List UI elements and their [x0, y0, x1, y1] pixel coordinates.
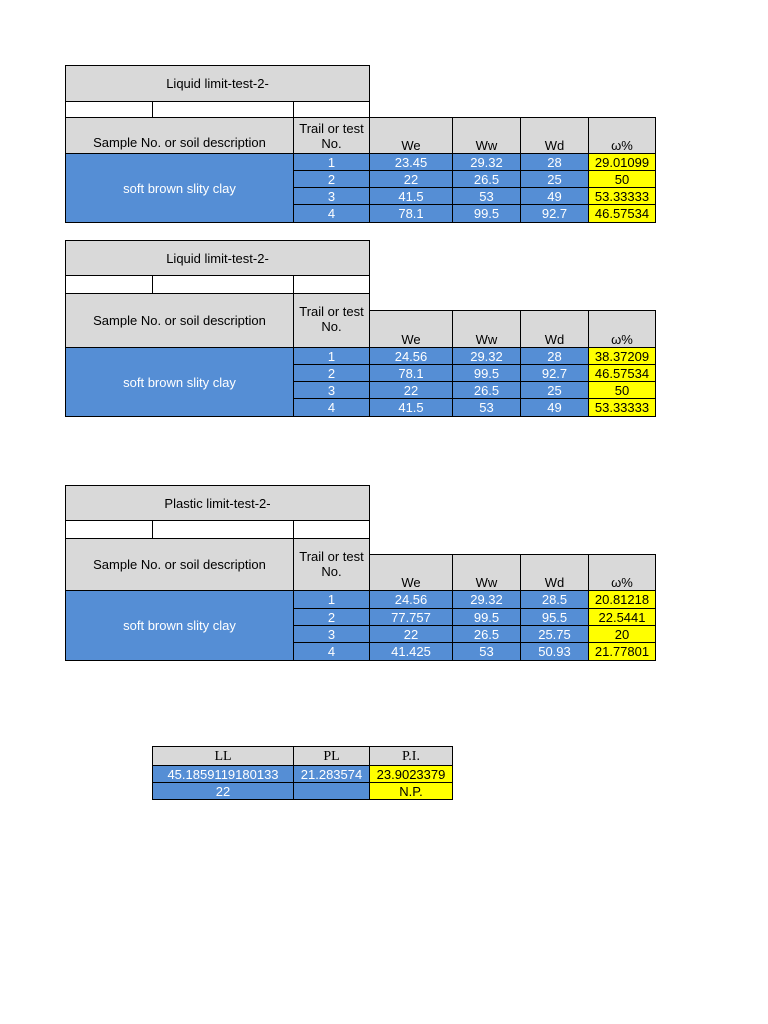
wd-value: 49 [520, 398, 589, 417]
header-ww: Ww [452, 554, 521, 591]
w-percent-value: 50 [588, 170, 656, 188]
header-w-percent: ω% [588, 554, 656, 591]
ll-value: 45.1859119180133 [152, 765, 294, 783]
header-ww: Ww [452, 117, 521, 154]
trail-no: 4 [293, 642, 370, 661]
soil-description: soft brown slity clay [65, 347, 294, 417]
w-percent-value: 53.33333 [588, 398, 656, 417]
trail-no: 2 [293, 170, 370, 188]
blank-cell [65, 275, 153, 294]
pl-value: 21.283574 [293, 765, 370, 783]
header-we: We [369, 554, 453, 591]
w-percent-value: 20 [588, 625, 656, 643]
blank-cell [293, 275, 370, 294]
w-percent-value: 21.77801 [588, 642, 656, 661]
ww-value: 53 [452, 398, 521, 417]
pi-value: 23.9023379 [369, 765, 453, 783]
wd-value: 28 [520, 347, 589, 365]
header-trail: Trail or test No. [293, 293, 370, 348]
blank-cell [152, 520, 294, 539]
wd-value: 25 [520, 170, 589, 188]
we-value: 41.5 [369, 187, 453, 205]
we-value: 22 [369, 170, 453, 188]
ww-value: 26.5 [452, 625, 521, 643]
header-trail: Trail or test No. [293, 117, 370, 154]
blank-cell [152, 275, 294, 294]
trail-no: 3 [293, 625, 370, 643]
we-value: 41.425 [369, 642, 453, 661]
trail-no: 3 [293, 187, 370, 205]
soil-description: soft brown slity clay [65, 153, 294, 223]
ww-value: 99.5 [452, 364, 521, 382]
header-sample: Sample No. or soil description [65, 293, 294, 348]
trail-no: 4 [293, 204, 370, 223]
header-pl: PL [293, 746, 370, 766]
pl-value [293, 782, 370, 800]
w-percent-value: 50 [588, 381, 656, 399]
we-value: 22 [369, 625, 453, 643]
header-ll: LL [152, 746, 294, 766]
wd-value: 92.7 [520, 204, 589, 223]
blank-cell [65, 101, 153, 118]
w-percent-value: 53.33333 [588, 187, 656, 205]
wd-value: 25 [520, 381, 589, 399]
ww-value: 53 [452, 642, 521, 661]
ww-value: 99.5 [452, 204, 521, 223]
header-we: We [369, 117, 453, 154]
ww-value: 29.32 [452, 590, 521, 609]
header-trail: Trail or test No. [293, 538, 370, 591]
wd-value: 95.5 [520, 608, 589, 626]
blank-cell [65, 520, 153, 539]
trail-no: 1 [293, 153, 370, 171]
blank-cell [152, 101, 294, 118]
ww-value: 26.5 [452, 170, 521, 188]
header-wd: Wd [520, 310, 589, 348]
header-we: We [369, 310, 453, 348]
we-value: 22 [369, 381, 453, 399]
blank-cell [293, 520, 370, 539]
header-w-percent: ω% [588, 117, 656, 154]
blank-cell [293, 101, 370, 118]
we-value: 78.1 [369, 364, 453, 382]
wd-value: 49 [520, 187, 589, 205]
header-sample: Sample No. or soil description [65, 538, 294, 591]
header-wd: Wd [520, 554, 589, 591]
trail-no: 1 [293, 590, 370, 609]
ww-value: 26.5 [452, 381, 521, 399]
trail-no: 1 [293, 347, 370, 365]
header-wd: Wd [520, 117, 589, 154]
table-title: Liquid limit-test-2- [65, 65, 370, 102]
trail-no: 2 [293, 364, 370, 382]
table-title: Plastic limit-test-2- [65, 485, 370, 521]
wd-value: 25.75 [520, 625, 589, 643]
w-percent-value: 46.57534 [588, 364, 656, 382]
wd-value: 50.93 [520, 642, 589, 661]
we-value: 23.45 [369, 153, 453, 171]
ww-value: 99.5 [452, 608, 521, 626]
trail-no: 3 [293, 381, 370, 399]
pi-value: N.P. [369, 782, 453, 800]
ww-value: 29.32 [452, 347, 521, 365]
we-value: 41.5 [369, 398, 453, 417]
ww-value: 53 [452, 187, 521, 205]
header-ww: Ww [452, 310, 521, 348]
w-percent-value: 20.81218 [588, 590, 656, 609]
header-sample: Sample No. or soil description [65, 117, 294, 154]
we-value: 77.757 [369, 608, 453, 626]
we-value: 78.1 [369, 204, 453, 223]
ww-value: 29.32 [452, 153, 521, 171]
wd-value: 28.5 [520, 590, 589, 609]
we-value: 24.56 [369, 590, 453, 609]
w-percent-value: 22.5441 [588, 608, 656, 626]
header-w-percent: ω% [588, 310, 656, 348]
w-percent-value: 38.37209 [588, 347, 656, 365]
w-percent-value: 46.57534 [588, 204, 656, 223]
soil-description: soft brown slity clay [65, 590, 294, 661]
we-value: 24.56 [369, 347, 453, 365]
trail-no: 4 [293, 398, 370, 417]
header-pi: P.I. [369, 746, 453, 766]
ll-value: 22 [152, 782, 294, 800]
w-percent-value: 29.01099 [588, 153, 656, 171]
wd-value: 28 [520, 153, 589, 171]
table-title: Liquid limit-test-2- [65, 240, 370, 276]
wd-value: 92.7 [520, 364, 589, 382]
trail-no: 2 [293, 608, 370, 626]
